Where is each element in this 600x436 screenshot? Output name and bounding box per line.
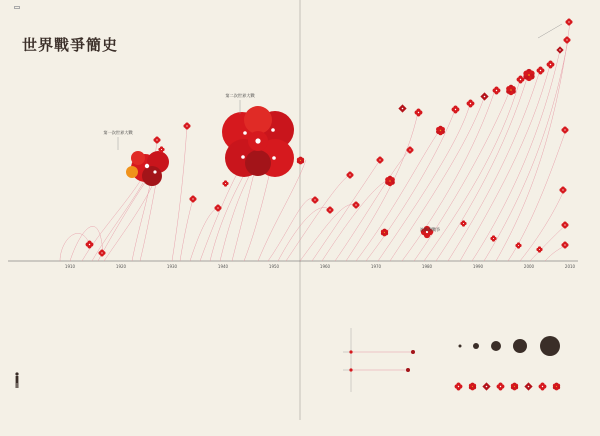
legend-type-symbols: [455, 382, 561, 390]
timeline-year: 1940: [217, 264, 229, 269]
war-marker: [415, 109, 423, 117]
war-marker: [311, 196, 318, 203]
callout-gulf-title: 波斯灣戰爭: [420, 227, 440, 232]
war-marker: [559, 186, 566, 193]
callout-afghan: [538, 24, 562, 38]
legend-size-scale: [459, 336, 561, 356]
war-stems: [60, 22, 570, 261]
callout-ww1-title: 第一次世界大戰: [103, 130, 133, 135]
war-marker: [467, 100, 475, 108]
timeline-year: 1990: [472, 264, 484, 269]
bottom-deaths-chart: [303, 292, 443, 402]
war-marker: [352, 201, 359, 208]
timeline-axis: [8, 261, 578, 269]
war-marker: [86, 241, 94, 249]
war-marker: [381, 229, 388, 237]
war-marker: [385, 176, 395, 186]
war-marker: [561, 126, 568, 133]
war-marker: [98, 249, 105, 256]
footer-figure-icon: [14, 372, 20, 388]
war-marker: [326, 206, 333, 213]
timeline-year: 1930: [166, 264, 178, 269]
war-marker: [547, 61, 555, 69]
timeline-year: 1920: [115, 264, 127, 269]
war-marker: [536, 246, 542, 252]
war-marker: [480, 92, 488, 100]
callout-gulf: [420, 226, 440, 232]
war-marker: [398, 104, 406, 112]
timeline-year: 1950: [268, 264, 280, 269]
timeline-year: 1970: [370, 264, 382, 269]
war-marker: [565, 18, 572, 25]
war-marker: [452, 106, 460, 114]
callout-ww2-title: 第二次世界大戰: [225, 93, 255, 98]
ww1-marker[interactable]: [126, 151, 169, 186]
war-marker: [153, 136, 160, 143]
war-marker: [537, 67, 545, 75]
war-marker: [346, 171, 353, 178]
timeline-year: 2010: [564, 264, 576, 269]
war-marker: [189, 195, 196, 202]
war-marker: [183, 122, 190, 129]
war-marker: [561, 241, 568, 248]
war-marker: [556, 46, 563, 53]
war-marker: [563, 36, 570, 43]
timeline-year: 1910: [64, 264, 76, 269]
war-marker: [561, 221, 568, 228]
war-marker: [376, 156, 383, 163]
war-markers: [86, 18, 573, 256]
timeline-year: 1980: [421, 264, 433, 269]
page-title: 世界戰爭簡史: [22, 36, 119, 54]
war-marker: [222, 180, 228, 186]
war-marker: [517, 76, 525, 84]
war-marker: [214, 204, 221, 211]
callout-ww1: [103, 129, 133, 150]
war-marker: [297, 157, 304, 165]
ww2-marker[interactable]: [222, 106, 294, 177]
timeline-year: 2000: [523, 264, 535, 269]
war-marker: [523, 69, 534, 81]
timeline-year: 1960: [319, 264, 331, 269]
war-marker: [506, 85, 516, 95]
